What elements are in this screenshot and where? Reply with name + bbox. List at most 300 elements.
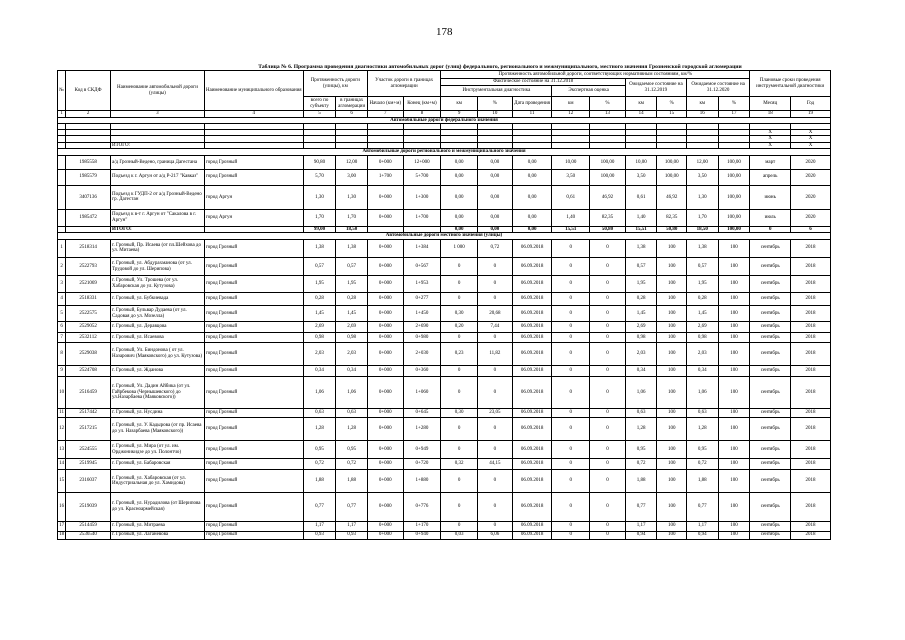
skdf-code [66,129,111,136]
instrumental-pct: 0,00 [478,156,513,170]
end-km: 1+280 [403,418,441,441]
diagnostics-date: 06.09.2018 [512,366,552,377]
plan-month: сентябрь [750,531,791,539]
municipality: город Грозный [204,418,303,441]
expert-pct: 50,80 [590,226,626,233]
skdf-code: 2521069 [66,276,111,293]
instrumental-km: 0 [441,440,478,459]
skdf-code: 2522793 [66,257,111,276]
expected-2019-pct: 100 [657,459,687,470]
instrumental-km: 0 [441,493,478,522]
plan-year: 2018 [791,493,831,522]
start-km: 0+000 [367,470,403,493]
plan-year: 2018 [791,459,831,470]
length-agglo: 0,77 [336,493,368,522]
diagnostics-date: 06.09.2018 [512,292,552,306]
diagnostics-date: 06.09.2018 [512,377,552,409]
road-name: г. Грозный, ул. Исаевова [111,333,205,343]
start-km: 0+000 [367,440,403,459]
expected-2020-pct: 100 [718,440,750,459]
diagnostics-date: 06.09.2018 [512,459,552,470]
column-number: 17 [718,111,750,118]
instrumental-pct: 0 [478,493,513,522]
expected-2020-km: 1,06 [686,377,718,409]
start-km [367,226,403,233]
expected-2020-km [686,136,718,143]
expert-km: 0 [552,470,590,493]
diagnostics-table-container [57,70,831,540]
plan-year: 2018 [791,342,831,366]
federal-total-row [58,142,831,149]
expert-pct: 0 [590,440,626,459]
row-num: 14 [58,459,66,470]
municipality: город Грозный [204,377,303,409]
regional-row [58,210,831,227]
municipality [204,136,303,143]
expert-pct [590,136,626,143]
length-agglo: 1,45 [336,306,368,322]
local-row [58,470,831,493]
instrumental-pct: 0,72 [478,239,513,257]
length-agglo: 0,95 [336,440,368,459]
page-number: 178 [436,26,453,38]
row-num: 11 [58,408,66,418]
length-agglo: 0,63 [336,408,368,418]
instrumental-km: 0 [441,257,478,276]
skdf-code: 2519039 [66,493,111,522]
instrumental-km: 0 [441,276,478,293]
expected-2020-km: 1,38 [686,239,718,257]
expert-km [552,142,590,149]
expected-2020-km: 0,98 [686,333,718,343]
row-num: 15 [58,470,66,493]
plan-year: Х [791,136,831,143]
plan-year: Х [791,129,831,136]
expert-pct: 100,00 [590,156,626,170]
plan-month: Х [750,129,791,136]
municipality: город Аргун [204,210,303,227]
regional-row [58,185,831,210]
length-total: 0,34 [303,366,336,377]
expected-2020-km: 0,28 [686,292,718,306]
plan-month: Х [750,136,791,143]
instrumental-pct: 0 [478,333,513,343]
expected-2020-km: 12,00 [686,156,718,170]
expert-pct: 0 [590,470,626,493]
length-total: 1,38 [303,239,336,257]
expected-2020-pct: 100 [718,257,750,276]
expert-pct: 0 [590,459,626,470]
expert-pct: 0 [590,292,626,306]
length-agglo: 0,72 [336,459,368,470]
federal-row [58,129,831,136]
expected-2020-km: 1,95 [686,276,718,293]
length-total: 1,06 [303,377,336,409]
instrumental-pct: 0,00 [478,169,513,185]
length-agglo: 1,06 [336,377,368,409]
diagnostics-date: 06.09.2018 [512,257,552,276]
expert-pct: 0 [590,418,626,441]
plan-month: сентябрь [750,521,791,531]
expected-2019-km: 2,69 [625,322,657,333]
row-num [58,210,66,227]
plan-month: сентябрь [750,239,791,257]
instrumental-pct: 6,06 [478,531,513,539]
plan-year: 2020 [791,169,831,185]
plan-month: июнь [750,185,791,210]
road-name: г. Грозный, ул. Лаганёвова [111,531,205,539]
expected-2020-pct: 100 [718,342,750,366]
instrumental-km: 0 [441,377,478,409]
expert-pct: 0 [590,408,626,418]
plan-month: сентябрь [750,493,791,522]
plan-year: 2018 [791,408,831,418]
instrumental-pct: 0 [478,377,513,409]
plan-year: 2018 [791,377,831,409]
expected-2020-pct: 100,00 [718,226,750,233]
road-name: Подъезд к г. Аргун от а/д Р-217 "Кавказ" [111,169,205,185]
row-num [58,226,66,233]
expected-2019-pct: 100 [657,333,687,343]
expected-2020-km: 1,28 [686,418,718,441]
instrumental-km: 0,00 [441,226,478,233]
plan-year: 2018 [791,239,831,257]
expert-km: 0 [552,493,590,522]
length-total: 1,28 [303,418,336,441]
hdr-length-total: всего по субъекту [303,97,336,111]
hdr-length-agglo: в границах агломерации [336,97,368,111]
column-number: 3 [111,111,205,118]
instrumental-pct: 0,00 [478,210,513,227]
expected-2019-pct: 100 [657,292,687,306]
municipality: город Грозный [204,493,303,522]
end-km: 0+360 [403,366,441,377]
hdr-diag-date: Дата проведения [512,97,552,111]
column-number: 9 [441,111,478,118]
hdr-2020-km: км [686,97,718,111]
instrumental-pct: 0 [478,366,513,377]
hdr-2019-km: км [625,97,657,111]
length-agglo: 12,00 [336,156,368,170]
expected-2020-pct: 100 [718,333,750,343]
length-agglo: 1,17 [336,521,368,531]
instrumental-km: 1 000 [441,239,478,257]
municipality: город Грозный [204,169,303,185]
local-row [58,342,831,366]
hdr-exp-pct: % [590,97,626,111]
hdr-expected-2020: Ожидаемое состояние на 31.12.2020 [686,79,749,97]
expected-2019-pct: 100 [657,322,687,333]
end-km: 1+300 [403,185,441,210]
length-agglo: 2,69 [336,322,368,333]
expected-2020-km [686,129,718,136]
instrumental-pct: 0 [478,440,513,459]
end-km: 0+949 [403,440,441,459]
skdf-code: 2522575 [66,306,111,322]
municipality: город Грозный [204,276,303,293]
hdr-municipality: Наименование муниципального образования [204,71,303,111]
municipality: город Грозный [204,333,303,343]
hdr-2019-pct: % [657,97,687,111]
length-agglo: 18,50 [336,226,368,233]
length-total [303,136,336,143]
length-total: 1,30 [303,185,336,210]
diagnostics-date [512,142,552,149]
expected-2019-km: 3,50 [625,169,657,185]
road-name: г. Грозный, ул. Мира (от ул. им. Орджоникидзе до ул. Полонтчо) [111,440,205,459]
expert-pct: 0 [590,239,626,257]
length-total: 0,77 [303,493,336,522]
start-km [367,136,403,143]
column-number: 7 [367,111,403,118]
end-km: 1+384 [403,239,441,257]
end-km: 2+690 [403,322,441,333]
expected-2020-pct: 100 [718,521,750,531]
municipality: город Грозный [204,306,303,322]
row-num: 13 [58,440,66,459]
end-km [403,129,441,136]
expected-2020-km: 2,03 [686,342,718,366]
plan-year: 2018 [791,333,831,343]
hdr-inst-pct: % [478,97,513,111]
instrumental-pct [478,142,513,149]
expert-pct: 0 [590,493,626,522]
row-num: 9 [58,366,66,377]
instrumental-pct: 44,15 [478,459,513,470]
instrumental-km: 0,20 [441,322,478,333]
column-number: 15 [657,111,687,118]
expected-2019-km: 0,94 [625,531,657,539]
plan-year: 2018 [791,257,831,276]
expert-pct: 0 [590,257,626,276]
expected-2020-pct: 100 [718,459,750,470]
section-regional [58,149,831,156]
row-num: 2 [58,257,66,276]
length-agglo [336,129,368,136]
plan-month: сентябрь [750,342,791,366]
hdr-section-group: Участок дороги в границах агломерации [367,71,440,97]
expected-2019-pct: 100 [657,257,687,276]
expert-km: 0 [552,239,590,257]
local-row [58,459,831,470]
expected-2020-pct: 100 [718,366,750,377]
road-name: г. Грозный, ул. Митраева [111,521,205,531]
road-name: Подъезд к ГУДП-2 от а/д Грозный-Ведено гр. Дагестан [111,185,205,210]
municipality: город Аргун [204,185,303,210]
row-num: 16 [58,493,66,522]
expected-2019-km: 0,61 [625,185,657,210]
skdf-code: 2536540 [66,531,111,539]
start-km: 0+000 [367,210,403,227]
diagnostics-date: 06.09.2018 [512,276,552,293]
expert-pct: 0 [590,342,626,366]
expert-km: 3,50 [552,169,590,185]
plan-month: сентябрь [750,459,791,470]
expected-2019-km: 0,28 [625,292,657,306]
expected-2019-km: 1,38 [625,239,657,257]
expected-2019-pct: 100 [657,276,687,293]
expected-2019-pct: 100 [657,493,687,522]
plan-year: 2020 [791,185,831,210]
expected-2020-pct: 100,00 [718,210,750,227]
expert-km: 0 [552,342,590,366]
instrumental-pct: 0 [478,292,513,306]
diagnostics-table [57,70,831,540]
plan-month: сентябрь [750,377,791,409]
plan-month: сентябрь [750,366,791,377]
diagnostics-date: 06.09.2018 [512,322,552,333]
instrumental-pct: 23,05 [478,408,513,418]
local-row [58,418,831,441]
expected-2020-km: 1,45 [686,306,718,322]
expected-2020-pct [718,142,750,149]
length-agglo: 0,98 [336,333,368,343]
road-name: г. Грозный, Ул. Биндонова ( от ул. Назарович (Маяковского) до ул. Кутузова) [111,342,205,366]
start-km: 0+000 [367,322,403,333]
hdr-end-km: Конец (км+м) [403,97,441,111]
row-num: 18 [59,532,65,538]
length-agglo [336,142,368,149]
end-km: 1+880 [403,470,441,493]
start-km: 0+000 [367,292,403,306]
start-km: 0+000 [367,366,403,377]
expert-km: 0 [552,531,590,539]
hdr-expert: Экспертная оценка [552,86,625,97]
column-number: 6 [336,111,368,118]
plan-month: июль [750,210,791,227]
expected-2020-pct: 100 [718,418,750,441]
municipality: город Грозный [204,440,303,459]
diagnostics-date: 06.09.2018 [512,440,552,459]
expected-2020-pct: 100,00 [718,185,750,210]
expert-pct: 100,00 [590,169,626,185]
end-km: 1+450 [403,306,441,322]
length-agglo: 0,57 [336,257,368,276]
hdr-name: Наименование автомобильной дороги (улицы) [111,71,205,111]
instrumental-pct: 0,00 [478,226,513,233]
expected-2020-km: 1,30 [686,185,718,210]
skdf-code: 2518331 [66,292,111,306]
local-row [58,306,831,322]
expert-pct: 82,35 [590,210,626,227]
expected-2020-km [686,142,718,149]
row-num [58,156,66,170]
plan-year: 2018 [791,531,831,539]
plan-month: сентябрь [750,276,791,293]
expected-2019-pct: 100 [657,239,687,257]
expected-2019-km: 0,98 [625,333,657,343]
skdf-code [66,136,111,143]
plan-year: 2018 [791,306,831,322]
diagnostics-date: 06.09.2018 [512,531,552,539]
expert-pct: 0 [590,531,626,539]
end-km: 0+720 [403,459,441,470]
plan-year: 2020 [791,210,831,227]
skdf-code: 2529038 [66,342,111,366]
expert-pct: 0 [590,333,626,343]
federal-row [58,136,831,143]
expected-2020-pct: 100 [718,531,750,539]
diagnostics-date: 06.09.2018 [512,470,552,493]
length-total: 0,28 [303,292,336,306]
column-number: 8 [403,111,441,118]
local-row [58,366,831,377]
column-number: 14 [625,111,657,118]
expert-km: 10,00 [552,156,590,170]
instrumental-km [441,129,478,136]
expected-2020-km: 0,34 [686,366,718,377]
diagnostics-date: 06.09.2018 [512,408,552,418]
plan-year: 2018 [791,292,831,306]
start-km: 0+000 [367,377,403,409]
local-row [58,292,831,306]
section-title-local: Автомобильные дороги местного значения (улицы) [58,233,831,240]
road-name: г. Грозный, Ул. Трошева (от ул. Хабаровская до ул. Кутузова) [111,276,205,293]
road-name: г. Грозный, Пр. Исаева (от пл.Шейхова до ул. Митаева) [111,239,205,257]
expert-km: 0 [552,292,590,306]
expert-pct: 0 [590,276,626,293]
instrumental-pct: 0 [478,276,513,293]
plan-month: сентябрь [750,440,791,459]
expected-2020-pct: 100,00 [718,169,750,185]
skdf-code: 2524708 [66,366,111,377]
end-km [403,136,441,143]
end-km: 1+060 [403,377,441,409]
row-num: 6 [58,322,66,333]
expected-2019-km: 0,34 [625,366,657,377]
instrumental-km: 0,00 [441,156,478,170]
plan-month: сентябрь [750,257,791,276]
length-agglo: 1,38 [336,239,368,257]
road-name: г. Грозный, ул. У. Кадырова (от пр. Исаева до ул. Назарбаева (Маяковского)) [111,418,205,441]
expected-2019-km: 1,88 [625,470,657,493]
expected-2019-km: 1,06 [625,377,657,409]
plan-year: 2018 [791,366,831,377]
length-agglo: 3,00 [336,169,368,185]
end-km: 1+953 [403,276,441,293]
local-row [58,493,831,522]
expected-2019-km: 0,57 [625,257,657,276]
expert-km: 0 [552,377,590,409]
end-km: 2+030 [403,342,441,366]
diagnostics-date: 0,00 [512,210,552,227]
expected-2019-pct [657,129,687,136]
start-km: 0+000 [367,185,403,210]
length-total: 0,93 [303,531,336,539]
length-agglo: 2,03 [336,342,368,366]
row-num: 17 [58,521,66,531]
instrumental-km: 0 [441,292,478,306]
length-agglo: 1,95 [336,276,368,293]
expected-2019-pct: 82,35 [657,210,687,227]
expected-2019-km: 1,28 [625,418,657,441]
length-total: 5,70 [303,169,336,185]
expected-2019-km: 10,00 [625,156,657,170]
skdf-code: 1985558 [66,156,111,170]
start-km [367,142,403,149]
expected-2019-pct: 100 [657,521,687,531]
end-km: 0+776 [403,493,441,522]
instrumental-km: 0 [441,333,478,343]
end-km: 0+980 [403,333,441,343]
section-title-regional: Автомобильные дороги регионального и межмуниципального значения [58,149,831,156]
road-name: г. Грозный, ул. Нусдина [111,408,205,418]
instrumental-pct: 0 [478,418,513,441]
expected-2020-km: 0,95 [686,440,718,459]
row-num: 3 [58,276,66,293]
length-total: 1,70 [303,210,336,227]
local-row [58,257,831,276]
